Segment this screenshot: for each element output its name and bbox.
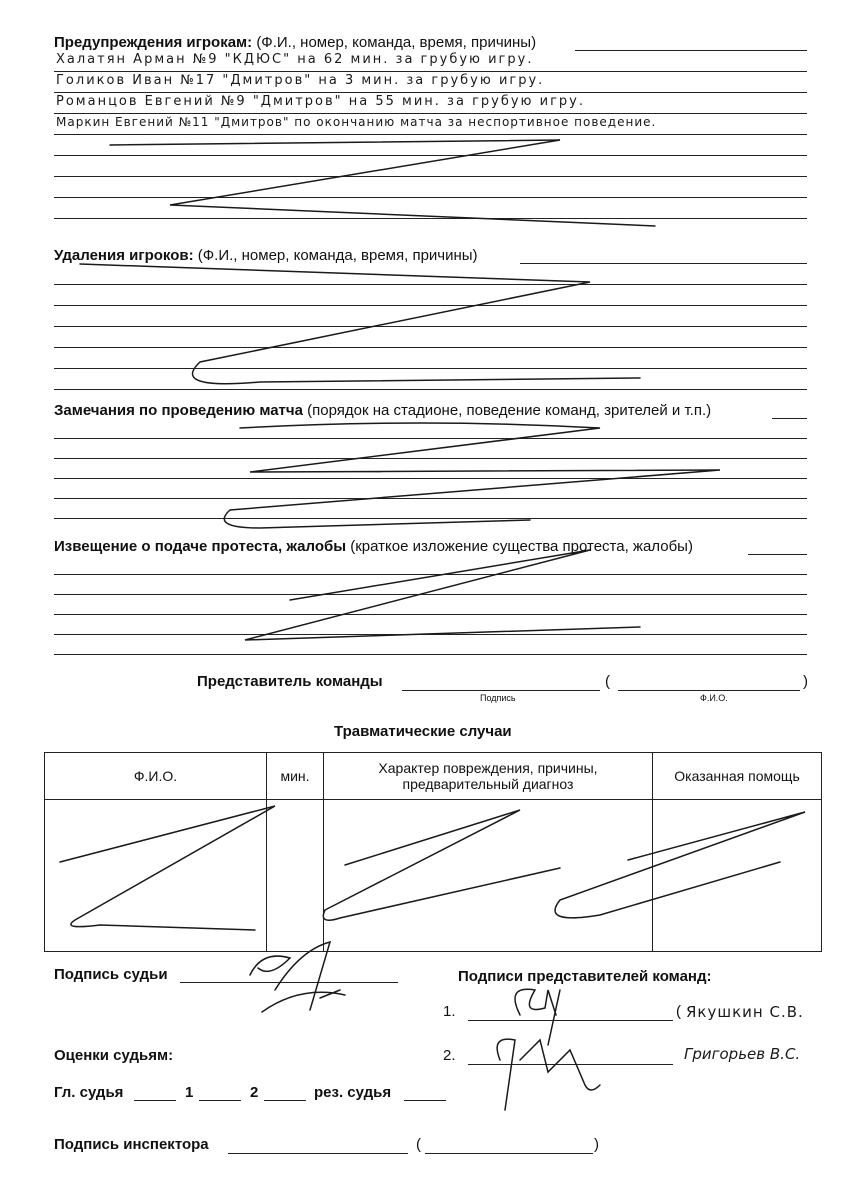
warnings-line — [54, 134, 807, 135]
col-assistance: Оказанная помощь — [653, 753, 822, 800]
warnings-line — [54, 155, 807, 156]
warnings-line — [54, 218, 807, 219]
table-cell[interactable] — [653, 800, 822, 952]
injuries-title: Травматические случаи — [334, 723, 512, 740]
removals-line — [54, 326, 807, 327]
warnings-heading — [54, 34, 536, 51]
table-cell[interactable] — [45, 800, 267, 952]
remarks-line — [54, 438, 807, 439]
removals-line — [54, 368, 807, 369]
referee-signature-label: Подпись судьи — [54, 966, 168, 983]
col-minute: мин. — [267, 753, 324, 800]
warning-entry-3: Романцов Евгений №9 "Дмитров" на 55 мин. за грубую игру. — [56, 94, 585, 109]
removals-hint: (Ф.И., номер, команда, время, причины) — [197, 247, 478, 264]
team-signature-paren-1: ( — [676, 1003, 681, 1020]
team-rep-signature-line[interactable] — [402, 690, 600, 691]
table-row — [45, 800, 822, 952]
ratings-label: Оценки судьям: — [54, 1047, 174, 1064]
removals-title: Удаления игроков: — [54, 247, 194, 264]
warning-entry-2: Голиков Иван №17 "Дмитров" на 3 мин. за грубую игру. — [56, 73, 545, 88]
protest-line — [54, 634, 807, 635]
inspector-signature-line[interactable] — [228, 1153, 408, 1154]
reserve-referee-score-line[interactable] — [404, 1100, 446, 1101]
warnings-line — [54, 176, 807, 177]
table-cell[interactable] — [324, 800, 653, 952]
warnings-title: Предупреждения игрокам: — [54, 34, 253, 51]
name-caption: Ф.И.О. — [700, 693, 728, 703]
team-rep-open-paren: ( — [605, 673, 610, 690]
col-injury-nature: Характер повреждения, причины, предварительный диагноз — [324, 753, 653, 800]
chief-referee-label: Гл. судья — [54, 1084, 124, 1101]
removals-line — [54, 305, 807, 306]
team-signature-1-scribble — [515, 989, 560, 1045]
inspector-close-paren: ) — [594, 1136, 599, 1153]
remarks-hint: (порядок на стадионе, поведение команд, зрителей и т.п.) — [307, 402, 712, 419]
team-signature-name-2: Григорьев В.С. — [684, 1045, 801, 1063]
team-signature-num-1: 1. — [443, 1003, 456, 1020]
inspector-signature-label: Подпись инспектора — [54, 1136, 209, 1153]
table-cell[interactable] — [267, 800, 324, 952]
protest-line — [54, 574, 807, 575]
strikeout-warnings — [110, 140, 655, 226]
removals-heading — [54, 247, 478, 264]
warnings-line — [54, 197, 807, 198]
col-name: Ф.И.О. — [45, 753, 267, 800]
protest-hint: (краткое изложение существа протеста, жалобы) — [350, 538, 693, 555]
inspector-open-paren: ( — [416, 1136, 421, 1153]
protest-line — [54, 614, 807, 615]
protest-heading — [54, 538, 693, 555]
warning-entry-4: Маркин Евгений №11 "Дмитров" по окончанию матча за неспортивное поведение. — [56, 115, 657, 129]
remarks-line — [54, 518, 807, 519]
warnings-line — [54, 113, 807, 114]
warning-entry-1: Халатян Арман №9 "КДЮС" на 62 мин. за грубую игру. — [56, 52, 534, 67]
referee-signature-line[interactable] — [180, 982, 398, 983]
warnings-hint: (Ф.И., номер, команда, время, причины) — [256, 34, 537, 51]
assistant-1-label: 1 — [185, 1084, 194, 1101]
team-signature-line-2[interactable] — [468, 1064, 673, 1065]
removals-line — [54, 347, 807, 348]
remarks-line — [772, 418, 807, 419]
team-signatures-label: Подписи представителей команд: — [458, 968, 712, 985]
remarks-line — [54, 498, 807, 499]
protest-line — [748, 554, 807, 555]
injuries-header-row — [45, 753, 822, 800]
remarks-title: Замечания по проведению матча — [54, 402, 303, 419]
inspector-name-line[interactable] — [425, 1153, 593, 1154]
assistant-1-score-line[interactable] — [199, 1100, 241, 1101]
warnings-line — [54, 92, 807, 93]
remarks-heading — [54, 402, 711, 419]
strikeout-removals — [80, 264, 640, 384]
signature-caption: Подпись — [480, 693, 516, 703]
team-signature-num-2: 2. — [443, 1047, 456, 1064]
removals-line — [54, 284, 807, 285]
removals-line — [520, 263, 807, 264]
protest-line — [54, 654, 807, 655]
reserve-referee-label: рез. судья — [314, 1084, 392, 1101]
remarks-line — [54, 458, 807, 459]
protest-line — [54, 594, 807, 595]
warnings-line — [575, 50, 807, 51]
team-signature-name-1: Якушкин С.В. — [686, 1003, 804, 1021]
chief-referee-score-line[interactable] — [134, 1100, 176, 1101]
team-rep-close-paren: ) — [803, 673, 808, 690]
protest-title: Извещение о подаче протеста, жалобы — [54, 538, 347, 555]
injuries-table — [44, 752, 822, 952]
referee-signature-scribble — [250, 942, 345, 1012]
warnings-line — [54, 71, 807, 72]
assistant-2-score-line[interactable] — [264, 1100, 306, 1101]
team-signature-line-1[interactable] — [468, 1020, 673, 1021]
removals-line — [54, 389, 807, 390]
team-signature-2-scribble — [497, 1039, 600, 1110]
assistant-2-label: 2 — [250, 1084, 259, 1101]
remarks-line — [54, 478, 807, 479]
strikeout-protest — [245, 550, 640, 640]
team-rep-name-line[interactable] — [618, 690, 800, 691]
team-rep-label: Представитель команды — [197, 673, 383, 690]
